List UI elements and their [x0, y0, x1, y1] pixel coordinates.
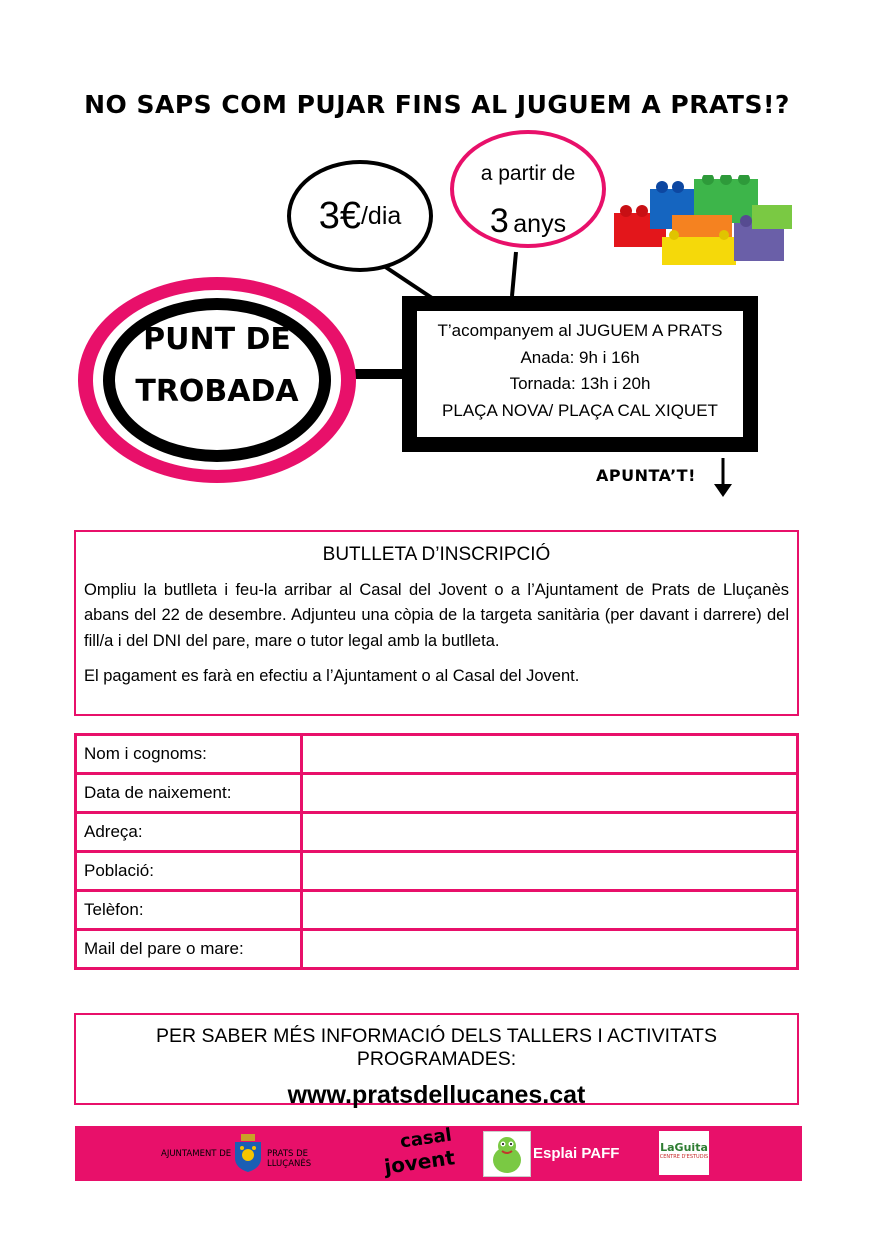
- price-connector: [384, 266, 432, 298]
- form-field-town[interactable]: [302, 852, 798, 891]
- payment-info: El pagament es farà en efectiu a l’Ajuntament o al Casal del Jovent.: [84, 667, 580, 685]
- age-unit: anys: [513, 210, 567, 238]
- age-number: 3: [489, 202, 509, 240]
- meeting-point-title: [103, 314, 331, 418]
- laguita-logo: [659, 1131, 709, 1175]
- schedule-box: [402, 296, 758, 452]
- form-field-email[interactable]: [302, 930, 798, 969]
- age-connector: [512, 252, 516, 296]
- registration-title: BUTLLETA D’INSCRIPCIÓ: [322, 544, 551, 565]
- age-label: a partir de: [480, 162, 576, 185]
- meeting-point-line2: TROBADA: [135, 374, 299, 409]
- form-field-address[interactable]: [302, 813, 798, 852]
- form-label-birthdate: Data de naixement:: [76, 774, 302, 813]
- coat-of-arms-icon: [233, 1134, 263, 1172]
- more-info-text: PER SABER MÉS INFORMACIÓ DELS TALLERS I ACTIVITATS PROGRAMADES:: [156, 1025, 717, 1070]
- price-amount: 3€: [318, 194, 361, 237]
- signup-callout: APUNTA’T!: [596, 466, 696, 485]
- form-row: [76, 930, 798, 969]
- form-label-email: Mail del pare o mare:: [76, 930, 302, 969]
- form-field-phone[interactable]: [302, 891, 798, 930]
- website-link[interactable]: www.pratsdellucanes.cat: [287, 1081, 586, 1109]
- esplai-mascot-icon: [483, 1131, 531, 1177]
- form-row: [76, 891, 798, 930]
- ajuntament-left-text: AJUNTAMENT DE: [161, 1149, 232, 1159]
- form-label-name: Nom i cognoms:: [76, 735, 302, 774]
- schedule-place: PLAÇA NOVA/ PLAÇA CAL XIQUET: [442, 400, 718, 420]
- form-row: [76, 852, 798, 891]
- esplai-label: Esplai PAFF: [533, 1145, 620, 1162]
- schedule-return: Tornada: 13h i 20h: [509, 374, 651, 393]
- toy-bricks-illustration: [612, 175, 800, 275]
- form-field-name[interactable]: [302, 735, 798, 774]
- schedule-outbound: Anada: 9h i 16h: [520, 347, 640, 367]
- ajuntament-logo: [157, 1134, 352, 1172]
- headline: NO SAPS COM PUJAR FINS AL JUGUEM A PRATS!?: [84, 90, 790, 119]
- registration-info-box: [74, 530, 799, 716]
- price-unit: /dia: [360, 201, 402, 230]
- form-row: [76, 813, 798, 852]
- form-field-birthdate[interactable]: [302, 774, 798, 813]
- schedule-line1: T’acompanyem al JUGUEM A PRATS: [437, 321, 723, 340]
- form-row: [76, 774, 798, 813]
- form-label-phone: Telèfon:: [76, 891, 302, 930]
- form-label-town: Població:: [76, 852, 302, 891]
- meeting-point-line1: PUNT DE: [143, 322, 291, 357]
- laguita-wordmark: LaGuita: [660, 1141, 708, 1154]
- ajuntament-right-text: PRATS DE LLUÇANÈS: [267, 1149, 312, 1169]
- casal-logo-line1: casal: [398, 1124, 454, 1153]
- arrow-down-icon: [714, 484, 732, 497]
- form-row: [76, 735, 798, 774]
- form-label-address: Adreça:: [76, 813, 302, 852]
- casal-logo-line2: jovent: [382, 1145, 457, 1179]
- registration-form: [74, 733, 799, 970]
- more-info-box: [74, 1013, 799, 1109]
- casal-jovent-logo: [382, 1124, 457, 1180]
- registration-instructions: Ompliu la butlleta i feu-la arribar al Casal del Jovent o a l’Ajuntament de Prats de Lluçanès abans del 22 de desembre. Adjunteu una còpia de la targeta sanitària (per davant i darrere) del fill/a i del DNI del pare, mare o tutor legal amb la butlleta.: [84, 580, 789, 650]
- laguita-subtitle: CENTRE D'ESTUDIS: [659, 1154, 709, 1160]
